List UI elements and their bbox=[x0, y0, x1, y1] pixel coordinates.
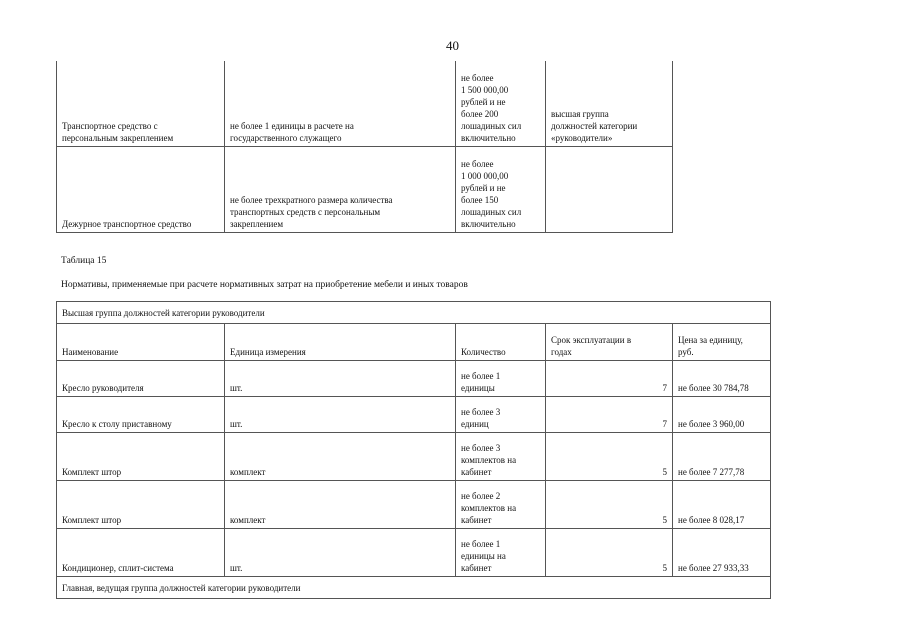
item-price-cell: не более 7 277,78 bbox=[673, 433, 771, 481]
item-unit-cell: шт. bbox=[225, 361, 456, 397]
item-service-life-cell: 5 bbox=[546, 433, 673, 481]
item-unit-cell: шт. bbox=[225, 529, 456, 577]
table-row bbox=[57, 529, 771, 577]
item-name-cell: Кресло руководителя bbox=[57, 361, 225, 397]
column-header-row bbox=[57, 324, 771, 361]
item-name-cell: Кресло к столу приставному bbox=[57, 397, 225, 433]
transport-price-cell: не более 1 500 000,00 рублей и не более 200 лошадиных сил включительно bbox=[456, 61, 546, 146]
table-caption: Таблица 15 bbox=[61, 256, 107, 266]
column-header-name: Наименование bbox=[57, 324, 225, 361]
item-unit-cell: комплект bbox=[225, 433, 456, 481]
item-price-cell: не более 8 028,17 bbox=[673, 481, 771, 529]
item-quantity-cell: не более 2 комплектов на кабинет bbox=[456, 481, 546, 529]
item-quantity-cell: не более 1 единицы bbox=[456, 361, 546, 397]
transport-group-cell bbox=[546, 146, 673, 232]
table-row bbox=[57, 481, 771, 529]
transport-price-cell: не более 1 000 000,00 рублей и не более 150 лошадиных сил включительно bbox=[456, 146, 546, 232]
transport-name-cell: Дежурное транспортное средство bbox=[57, 146, 225, 232]
column-header-quantity: Количество bbox=[456, 324, 546, 361]
item-name-cell: Комплект штор bbox=[57, 433, 225, 481]
item-price-cell: не более 30 784,78 bbox=[673, 361, 771, 397]
transport-norms-table bbox=[56, 61, 673, 233]
item-service-life-cell: 7 bbox=[546, 361, 673, 397]
item-quantity-cell: не более 1 единицы на кабинет bbox=[456, 529, 546, 577]
column-header-unit: Единица измерения bbox=[225, 324, 456, 361]
item-name-cell: Комплект штор bbox=[57, 481, 225, 529]
item-unit-cell: шт. bbox=[225, 397, 456, 433]
table-row bbox=[57, 61, 673, 146]
item-service-life-cell: 5 bbox=[546, 481, 673, 529]
group-header-top: Высшая группа должностей категории руководители bbox=[57, 302, 771, 324]
group-header-bottom: Главная, ведущая группа должностей категории руководители bbox=[57, 577, 771, 599]
transport-group-cell: высшая группа должностей категории «руководители» bbox=[546, 61, 673, 146]
transport-name-cell: Транспортное средство с персональным закреплением bbox=[57, 61, 225, 146]
item-price-cell: не более 27 933,33 bbox=[673, 529, 771, 577]
item-price-cell: не более 3 960,00 bbox=[673, 397, 771, 433]
furniture-norms-table bbox=[56, 301, 771, 599]
page-number: 40 bbox=[446, 38, 459, 53]
group-header-row bbox=[57, 302, 771, 324]
item-quantity-cell: не более 3 комплектов на кабинет bbox=[456, 433, 546, 481]
table-row bbox=[57, 397, 771, 433]
transport-quantity-cell: не более трехкратного размера количества транспортных средств с персональным закреплением bbox=[225, 146, 456, 232]
group-header-row bbox=[57, 577, 771, 599]
transport-quantity-cell: не более 1 единицы в расчете на государственного служащего bbox=[225, 61, 456, 146]
column-header-price: Цена за единицу, руб. bbox=[673, 324, 771, 361]
item-unit-cell: комплект bbox=[225, 481, 456, 529]
table-row bbox=[57, 433, 771, 481]
item-name-cell: Кондиционер, сплит-система bbox=[57, 529, 225, 577]
table-title: Нормативы, применяемые при расчете нормативных затрат на приобретение мебели и иных товаров bbox=[61, 280, 468, 290]
item-quantity-cell: не более 3 единиц bbox=[456, 397, 546, 433]
table-row bbox=[57, 361, 771, 397]
item-service-life-cell: 7 bbox=[546, 397, 673, 433]
item-service-life-cell: 5 bbox=[546, 529, 673, 577]
table-row bbox=[57, 146, 673, 232]
column-header-service-life: Срок эксплуатации в годах bbox=[546, 324, 673, 361]
